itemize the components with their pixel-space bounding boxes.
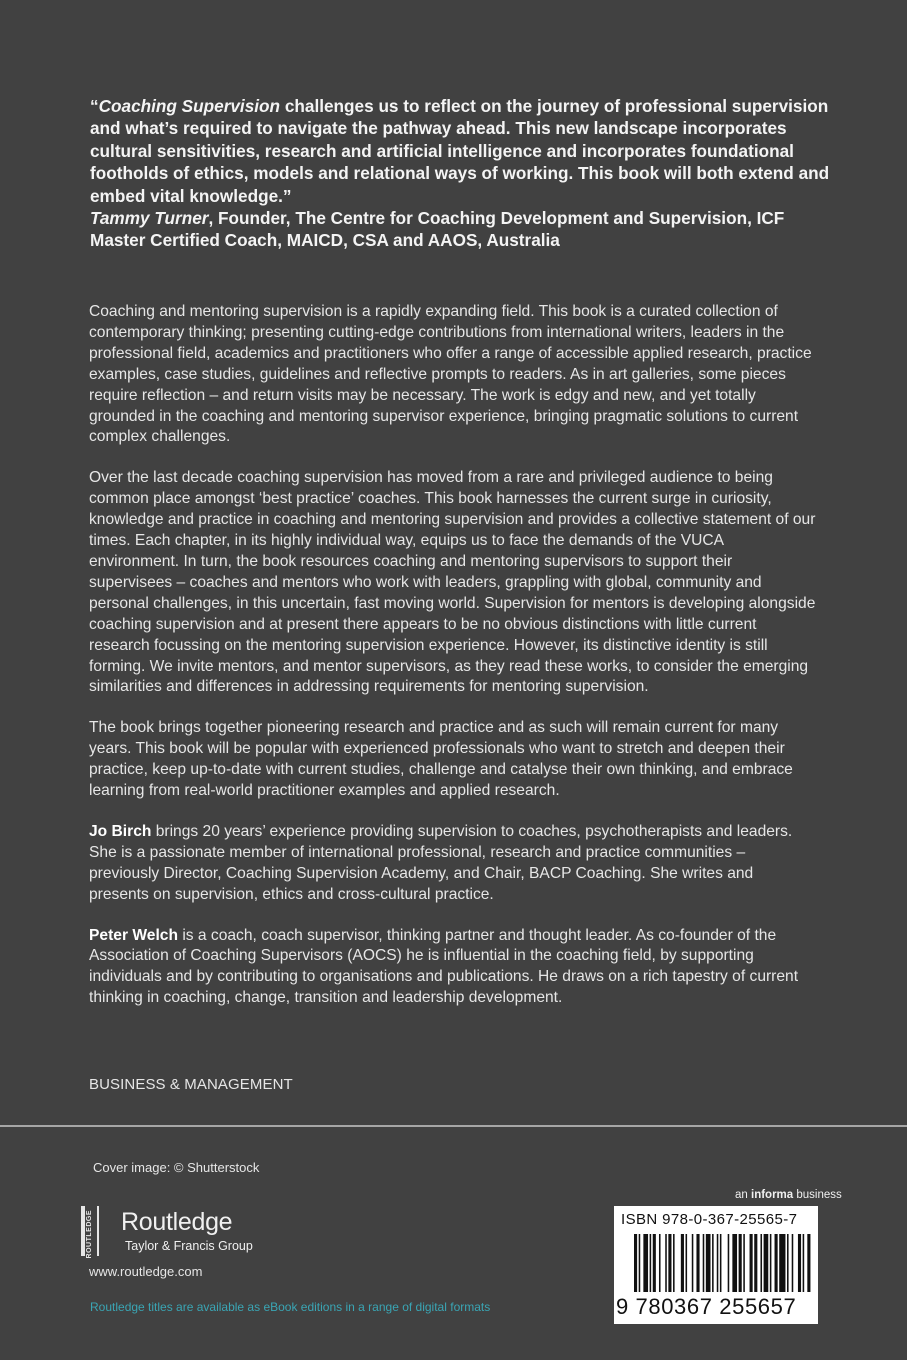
barcode-bar: [643, 1234, 648, 1292]
informa-suffix: business: [793, 1189, 842, 1201]
barcode-bar: [798, 1234, 801, 1292]
divider: [0, 1125, 907, 1127]
barcode-bar: [739, 1234, 742, 1292]
publisher-group: Taylor & Francis Group: [125, 1239, 253, 1253]
barcode-bar: [803, 1234, 805, 1292]
barcode-bar: [754, 1234, 757, 1292]
ebook-note: Routledge titles are available as eBook editions in a range of digital formats: [90, 1300, 491, 1314]
barcode-bar: [703, 1234, 705, 1292]
cover-credit: Cover image: © Shutterstock: [93, 1160, 260, 1175]
barcode-bar: [792, 1234, 794, 1292]
barcode-bar: [770, 1234, 772, 1292]
bio-name: Peter Welch: [89, 926, 178, 944]
informa-prefix: an: [735, 1189, 751, 1201]
barcode-bar: [764, 1234, 769, 1292]
barcode-bar: [775, 1234, 778, 1292]
barcode-number: 9 780367 255657: [616, 1294, 797, 1319]
barcode-bar: [696, 1234, 699, 1292]
barcode-bar: [807, 1234, 810, 1292]
barcode-bar: [665, 1234, 667, 1292]
barcode-bar: [681, 1234, 684, 1292]
bio-text: is a coach, coach supervisor, thinking partner and thought leader. As co-founder of the Association of Coaching Supervisors (AOCS) he is influential in the coaching field, by supporting individuals and by contributing to organisations and publications. He draws on a rich tapestry of current thinking in coaching, change, transition and leadership development.: [89, 926, 799, 1007]
barcode-bar: [673, 1234, 675, 1292]
quote-book-title: Coaching Supervision: [98, 96, 281, 116]
barcode-bar: [787, 1234, 789, 1292]
barcode-bar: [712, 1234, 714, 1292]
quote-text: challenges us to reflect on the journey of professional supervision and what’s required to navigate the pathway ahead. This new landscape incorporates cultural sensitivities, research and artificial intelligence and incorporates foundational footholds of ethics, models and relational ways of working. This book will both extend and embed vital knowledge.”: [90, 96, 830, 206]
quote-open-mark: “: [90, 96, 99, 116]
barcode-bar: [668, 1234, 671, 1292]
bio-jo-birch: [89, 822, 817, 906]
bio-peter-welch: [89, 926, 817, 1010]
quote-author: Tammy Turner: [90, 208, 209, 229]
barcode-bar: [750, 1234, 753, 1292]
barcode-bar: [692, 1234, 694, 1292]
routledge-mark-icon: [81, 1206, 99, 1259]
routledge-mark-text: ROUTLEDGE: [86, 1210, 93, 1259]
barcode-bar: [760, 1234, 762, 1292]
routledge-logo: [81, 1206, 271, 1258]
bio-name: Jo Birch: [89, 822, 152, 840]
barcode-bar: [639, 1234, 641, 1292]
blurb-paragraph-1: Coaching and mentoring supervision is a rapidly expanding field. This book is a curated collection of contemporary thinking; presenting cutting-edge contributions from international writers, leaders in the professional field, academics and practitioners who offer a range of accessible applied research, practice examples, case studies, guidelines and reflective prompts to readers. As in art galleries, some pieces require reflection – and return visits may be necessary. The work is edgy and new, and yet totally grounded in the coaching and mentoring supervisor experience, bringing pragmatic solutions to current complex challenges.: [89, 303, 812, 446]
blurb-paragraph-3: The book brings together pioneering research and practice and as such will remain current for many years. This book will be popular with experienced professionals who want to stretch and deepen their practice, keep up-to-date with current studies, challenge and catalyse their own thinking, and embrace learning from real-world practitioner examples and applied research.: [89, 719, 793, 800]
blurb: [89, 302, 817, 1029]
informa-bold: informa: [751, 1189, 794, 1201]
barcode-bar: [659, 1234, 661, 1292]
subject-category: BUSINESS & MANAGEMENT: [89, 1076, 293, 1093]
barcode-bar: [720, 1234, 722, 1292]
barcode-bar: [686, 1234, 688, 1292]
barcode-bar: [728, 1234, 730, 1292]
barcode: [614, 1206, 818, 1324]
blurb-paragraph-2: Over the last decade coaching supervision has moved from a rare and privileged audience to being common place amongst ‘best practice’ coaches. This book harnesses the current surge in curiosity, knowledge and practice in coaching and mentoring supervision and provides a collective statement of our times. Each chapter, in its highly individual way, equips us to face the demands of the VUCA environment. In turn, the book resources coaching and mentoring supervisors to support their supervisees – coaches and mentors who work with leaders, grappling with global, community and personal challenges, in this uncertain, fast moving world. Supervision for mentors is developing alongside coaching supervision and at present there appears to be no obvious distinctions with little current research focussing on the mentoring supervision experience. However, its distinctive identity is still forming. We invite mentors, and mentor supervisors, as they read these works, to consider the emerging similarities and differences in addressing requirements for mentoring supervision.: [89, 469, 816, 696]
quote-affiliation: , Founder, The Centre for Coaching Development and Supervision, ICF Master Certified Coach, MAICD, CSA and AAOS, Australia: [90, 208, 785, 251]
bio-text: brings 20 years’ experience providing supervision to coaches, psychotherapists and leaders. She is a passionate member of international professional, research and practice communities – previously Director, Coaching Supervision Academy, and Chair, BACP Coaching. She writes and presents on supervision, ethics and cross-cultural practice.: [89, 822, 793, 903]
barcode-bar: [717, 1234, 719, 1292]
barcode-bar: [706, 1234, 711, 1292]
barcode-bar: [634, 1234, 637, 1292]
barcode-bar: [732, 1234, 737, 1292]
barcode-bar: [650, 1234, 652, 1292]
publisher-name: Routledge: [121, 1208, 233, 1236]
barcode-bar: [653, 1234, 656, 1292]
publisher-url[interactable]: www.routledge.com: [89, 1264, 203, 1279]
informa-business: [735, 1189, 842, 1201]
barcode-bar: [743, 1234, 745, 1292]
endorsement-quote: [90, 95, 830, 252]
barcode-bar: [779, 1234, 785, 1292]
isbn-label: ISBN 978-0-367-25565-7: [621, 1211, 798, 1228]
